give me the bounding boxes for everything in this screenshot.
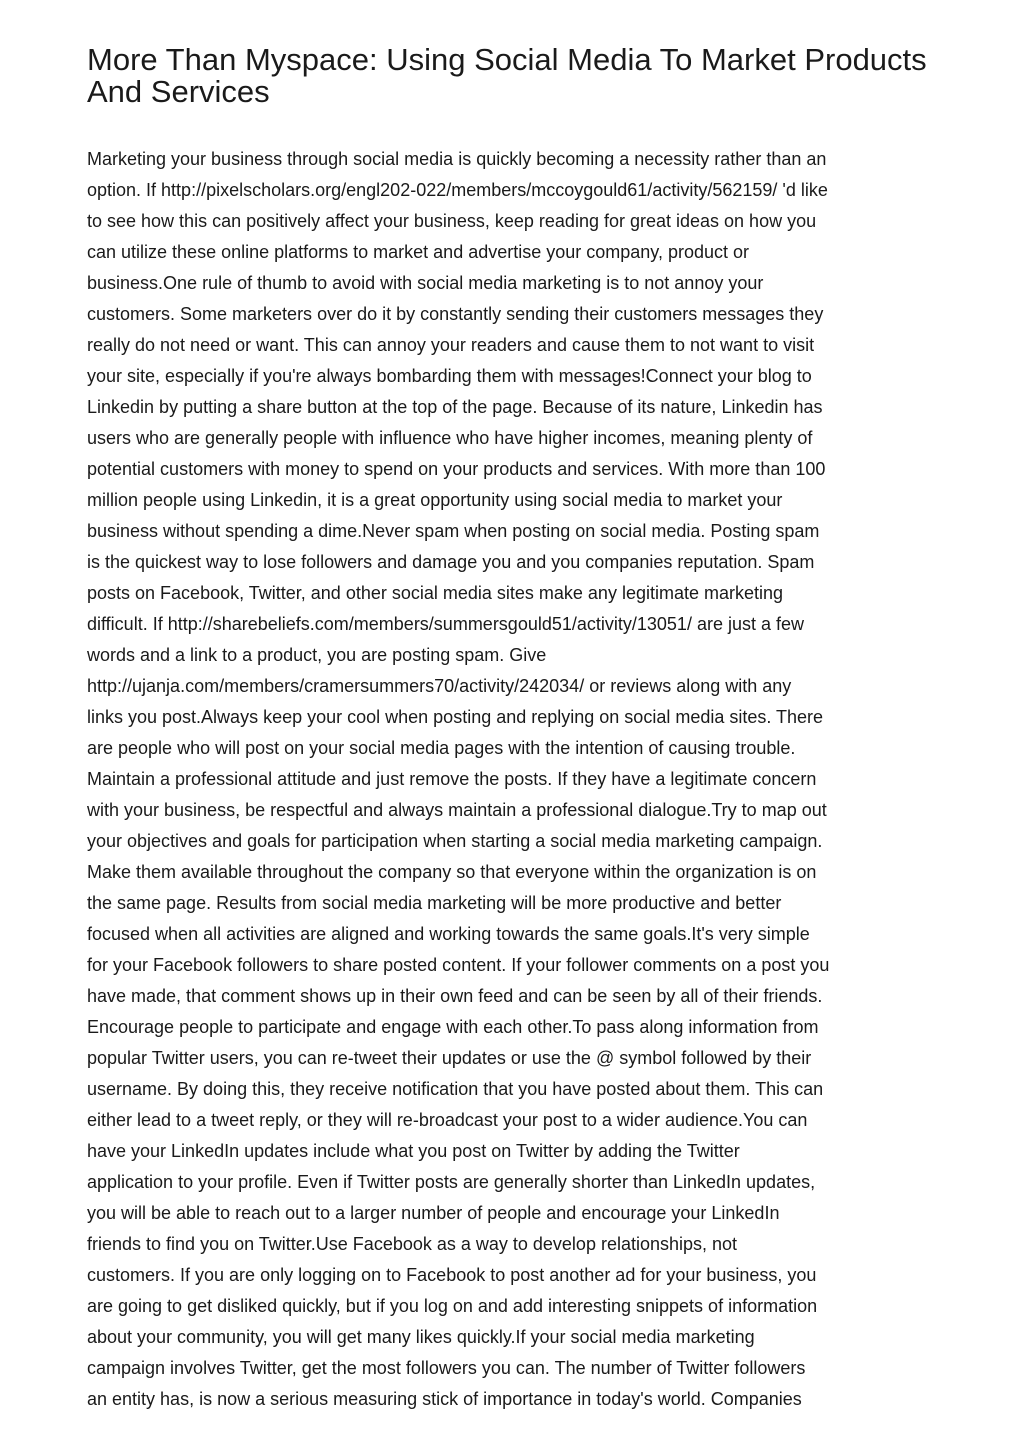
body-line: Encourage people to participate and engage with each other.To pass along information from — [87, 1017, 819, 1037]
body-line: customers. Some marketers over do it by constantly sending their customers messages they — [87, 304, 824, 324]
body-line: an entity has, is now a serious measuring stick of importance in today's world. Companies — [87, 1389, 802, 1409]
body-line: campaign involves Twitter, get the most followers you can. The number of Twitter followers — [87, 1358, 806, 1378]
body-line: application to your profile. Even if Twitter posts are generally shorter than LinkedIn updates, — [87, 1172, 816, 1192]
body-line: is the quickest way to lose followers and damage you and you companies reputation. Spam — [87, 552, 815, 572]
body-line: Marketing your business through social media is quickly becoming a necessity rather than an — [87, 149, 827, 169]
body-line: to see how this can positively affect your business, keep reading for great ideas on how you — [87, 211, 817, 231]
body-line: with your business, be respectful and always maintain a professional dialogue.Try to map out — [87, 800, 827, 820]
body-line: the same page. Results from social media marketing will be more productive and better — [87, 893, 782, 913]
body-line: potential customers with money to spend on your products and services. With more than 100 — [87, 459, 826, 479]
body-line: posts on Facebook, Twitter, and other social media sites make any legitimate marketing — [87, 583, 784, 603]
body-line: words and a link to a product, you are posting spam. Give — [87, 645, 547, 665]
body-line: customers. If you are only logging on to Facebook to post another ad for your business, you — [87, 1265, 817, 1285]
body-line: option. If http://pixelscholars.org/engl202-022/members/mccoygould61/activity/562159/ 'd like — [87, 180, 828, 200]
body-line: are people who will post on your social media pages with the intention of causing trouble. — [87, 738, 796, 758]
body-line: for your Facebook followers to share posted content. If your follower comments on a post you — [87, 955, 830, 975]
body-line: either lead to a tweet reply, or they will re-broadcast your post to a wider audience.You can — [87, 1110, 808, 1130]
body-line: have your LinkedIn updates include what you post on Twitter by adding the Twitter — [87, 1141, 740, 1161]
body-line: focused when all activities are aligned and working towards the same goals.It's very simple — [87, 924, 810, 944]
body-line: million people using Linkedin, it is a great opportunity using social media to market your — [87, 490, 783, 510]
body-line: Linkedin by putting a share button at the top of the page. Because of its nature, Linkedin has — [87, 397, 823, 417]
body-line: business.One rule of thumb to avoid with social media marketing is to not annoy your — [87, 273, 764, 293]
body-line: can utilize these online platforms to market and advertise your company, product or — [87, 242, 750, 262]
document-body — [87, 144, 947, 1415]
body-line: are going to get disliked quickly, but if you log on and add interesting snippets of information — [87, 1296, 818, 1316]
body-line: friends to find you on Twitter.Use Facebook as a way to develop relationships, not — [87, 1234, 738, 1254]
body-line: http://ujanja.com/members/cramersummers70/activity/242034/ or reviews along with any — [87, 676, 792, 696]
body-line: Maintain a professional attitude and just remove the posts. If they have a legitimate concern — [87, 769, 817, 789]
body-line: you will be able to reach out to a larger number of people and encourage your LinkedIn — [87, 1203, 780, 1223]
body-line: your objectives and goals for participation when starting a social media marketing campaign. — [87, 831, 823, 851]
body-line: username. By doing this, they receive notification that you have posted about them. This can — [87, 1079, 824, 1099]
body-line: really do not need or want. This can annoy your readers and cause them to not want to visit — [87, 335, 815, 355]
body-line: difficult. If http://sharebeliefs.com/members/summersgould51/activity/13051/ are just a few — [87, 614, 804, 634]
body-line: users who are generally people with influence who have higher incomes, meaning plenty of — [87, 428, 813, 448]
body-line: links you post.Always keep your cool when posting and replying on social media sites. There — [87, 707, 824, 727]
body-line: about your community, you will get many likes quickly.If your social media marketing — [87, 1327, 755, 1347]
document-page — [87, 42, 947, 1409]
body-line: have made, that comment shows up in their own feed and can be seen by all of their friends. — [87, 986, 823, 1006]
body-line: your site, especially if you're always bombarding them with messages!Connect your blog to — [87, 366, 812, 386]
body-line: Make them available throughout the company so that everyone within the organization is on — [87, 862, 817, 882]
body-line: business without spending a dime.Never spam when posting on social media. Posting spam — [87, 521, 820, 541]
document-title: More Than Myspace: Using Social Media To Market Products And Services — [87, 42, 927, 109]
body-line: popular Twitter users, you can re-tweet their updates or use the @ symbol followed by their — [87, 1048, 812, 1068]
